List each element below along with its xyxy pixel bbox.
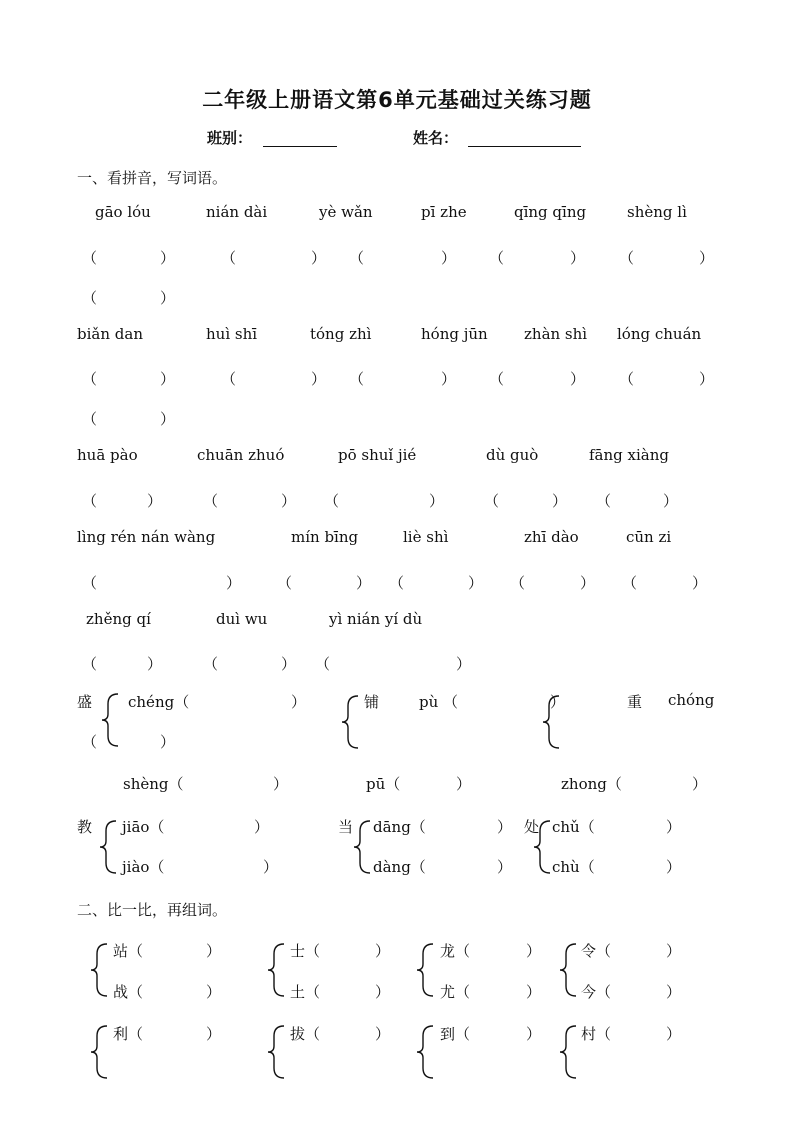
curly-brace-icon: [415, 942, 437, 998]
polyphone-char-sheng: 盛: [77, 693, 93, 711]
pinyin: jiāo（: [122, 818, 165, 836]
answer-open-paren: （: [82, 289, 98, 307]
pinyin: lóng chuán: [617, 325, 702, 343]
answer-open-paren: （: [82, 492, 98, 510]
answer-open-paren: （: [82, 370, 98, 388]
answer-close-paren: ）: [666, 858, 682, 876]
curly-brace-icon: [541, 694, 563, 750]
answer-close-paren: ）: [468, 574, 484, 592]
answer-close-paren: ）: [497, 818, 513, 836]
answer-close-paren: ）: [375, 1025, 391, 1043]
section-2-heading: 二、比一比，再组词。: [77, 901, 228, 919]
pinyin: huì shī: [206, 325, 258, 343]
curly-brace-icon: [266, 1024, 288, 1080]
pinyin: dàng（: [373, 858, 426, 876]
answer-close-paren: ）: [311, 370, 327, 388]
polyphone-char-jiao: 教: [77, 818, 93, 836]
answer-close-paren: ）: [692, 775, 708, 793]
compare-char: 村（: [581, 1025, 612, 1043]
pinyin: jiào（: [122, 858, 165, 876]
page-title: 二年级上册语文第6单元基础过关练习题: [202, 88, 592, 112]
answer-close-paren: ）: [666, 1025, 682, 1043]
answer-open-paren: （: [315, 655, 331, 673]
pinyin: nián dài: [206, 203, 268, 221]
answer-open-paren: （: [324, 492, 340, 510]
pinyin: lìng rén nán wàng: [77, 528, 216, 546]
pinyin: biǎn dan: [77, 325, 143, 343]
pinyin: pō shuǐ jié: [338, 446, 417, 464]
pinyin: qīng qīng: [514, 203, 587, 221]
answer-open-paren: （: [203, 492, 219, 510]
curly-brace-icon: [558, 1024, 580, 1080]
pinyin: chéng（: [128, 693, 190, 711]
pinyin: chǔ（: [552, 818, 595, 836]
answer-close-paren: ）: [692, 574, 708, 592]
answer-close-paren: ）: [206, 1025, 222, 1043]
answer-open-paren: （: [82, 574, 98, 592]
pinyin: dù guò: [486, 446, 539, 464]
pinyin: duì wu: [216, 610, 268, 628]
answer-close-paren: ）: [206, 942, 222, 960]
class-label: 班别：: [207, 129, 253, 147]
answer-close-paren: ）: [666, 818, 682, 836]
curly-brace-icon: [415, 1024, 437, 1080]
name-blank[interactable]: [468, 146, 581, 147]
polyphone-char-chu: 处: [524, 818, 540, 836]
pinyin: cūn zi: [626, 528, 672, 546]
pinyin: yì nián yí dù: [329, 610, 423, 628]
polyphone-char-zhong: 重: [627, 693, 643, 711]
answer-close-paren: ）: [699, 249, 715, 267]
compare-char: 利（: [113, 1025, 144, 1043]
answer-close-paren: ）: [375, 983, 391, 1001]
answer-close-paren: ）: [160, 249, 176, 267]
answer-open-paren: （: [221, 370, 237, 388]
pinyin: dāng（: [373, 818, 426, 836]
answer-close-paren: ）: [663, 492, 679, 510]
answer-close-paren: ）: [456, 655, 472, 673]
answer-open-paren: （: [619, 249, 635, 267]
answer-open-paren: （: [277, 574, 293, 592]
compare-char: 拔（: [290, 1025, 321, 1043]
compare-char: 尤（: [440, 983, 471, 1001]
curly-brace-icon: [340, 694, 362, 750]
answer-open-paren: （: [82, 410, 98, 428]
answer-close-paren: ）: [570, 370, 586, 388]
answer-close-paren: ）: [311, 249, 327, 267]
compare-char: 站（: [113, 942, 144, 960]
pinyin: fāng xiàng: [589, 446, 669, 464]
polyphone-char-pu: 铺: [364, 693, 380, 711]
pinyin: chù（: [552, 858, 595, 876]
pinyin: zhěng qí: [86, 610, 151, 628]
compare-char: 士（: [290, 942, 321, 960]
answer-open-paren: （: [489, 370, 505, 388]
answer-open-paren: （: [82, 733, 98, 751]
answer-open-paren: （: [619, 370, 635, 388]
answer-close-paren: ）: [550, 693, 566, 711]
pinyin: shèng lì: [627, 203, 687, 221]
answer-close-paren: ）: [497, 858, 513, 876]
pinyin: pī zhe: [421, 203, 467, 221]
pinyin: tóng zhì: [310, 325, 372, 343]
pinyin: gāo lóu: [95, 203, 151, 221]
curly-brace-icon: [266, 942, 288, 998]
answer-open-paren: （: [349, 249, 365, 267]
compare-char: 龙（: [440, 942, 471, 960]
pinyin: zhī dào: [524, 528, 579, 546]
answer-close-paren: ）: [273, 775, 289, 793]
pinyin: pù （: [419, 693, 459, 711]
answer-close-paren: ）: [666, 983, 682, 1001]
answer-close-paren: ）: [226, 574, 242, 592]
pinyin: liè shì: [403, 528, 449, 546]
answer-close-paren: ）: [441, 249, 457, 267]
answer-close-paren: ）: [526, 1025, 542, 1043]
answer-close-paren: ）: [263, 858, 279, 876]
answer-close-paren: ）: [160, 289, 176, 307]
answer-close-paren: ）: [580, 574, 596, 592]
answer-open-paren: （: [349, 370, 365, 388]
answer-open-paren: （: [622, 574, 638, 592]
answer-close-paren: ）: [281, 655, 297, 673]
answer-open-paren: （: [221, 249, 237, 267]
compare-char: 土（: [290, 983, 321, 1001]
answer-open-paren: （: [489, 249, 505, 267]
answer-close-paren: ）: [281, 492, 297, 510]
answer-close-paren: ）: [526, 942, 542, 960]
answer-close-paren: ）: [291, 693, 307, 711]
answer-close-paren: ）: [526, 983, 542, 1001]
pinyin: pū（: [366, 775, 401, 793]
pinyin: huā pào: [77, 446, 138, 464]
answer-close-paren: ）: [356, 574, 372, 592]
answer-open-paren: （: [596, 492, 612, 510]
answer-close-paren: ）: [666, 942, 682, 960]
pinyin: shèng（: [123, 775, 184, 793]
curly-brace-icon: [98, 819, 120, 875]
answer-close-paren: ）: [160, 410, 176, 428]
pinyin: hóng jūn: [421, 325, 488, 343]
pinyin: zhàn shì: [524, 325, 588, 343]
pinyin: zhong（: [561, 775, 622, 793]
pinyin: yè wǎn: [319, 203, 373, 221]
answer-close-paren: ）: [160, 370, 176, 388]
compare-char: 战（: [113, 983, 144, 1001]
section-1-heading: 一、看拼音，写词语。: [77, 169, 228, 187]
curly-brace-icon: [89, 1024, 111, 1080]
answer-open-paren: （: [389, 574, 405, 592]
answer-close-paren: ）: [570, 249, 586, 267]
answer-open-paren: （: [82, 655, 98, 673]
answer-close-paren: ）: [254, 818, 270, 836]
answer-close-paren: ）: [441, 370, 457, 388]
compare-char: 到（: [440, 1025, 471, 1043]
curly-brace-icon: [558, 942, 580, 998]
compare-char: 令（: [581, 942, 612, 960]
curly-brace-icon: [100, 692, 122, 748]
answer-open-paren: （: [510, 574, 526, 592]
class-blank[interactable]: [263, 146, 337, 147]
answer-close-paren: ）: [147, 655, 163, 673]
answer-close-paren: ）: [456, 775, 472, 793]
pinyin: mín bīng: [291, 528, 359, 546]
answer-close-paren: ）: [160, 733, 176, 751]
answer-open-paren: （: [82, 249, 98, 267]
answer-close-paren: ）: [699, 370, 715, 388]
curly-brace-icon: [89, 942, 111, 998]
polyphone-char-dang: 当: [338, 818, 354, 836]
answer-close-paren: ）: [375, 942, 391, 960]
name-label: 姓名：: [413, 129, 459, 147]
curly-brace-icon: [532, 819, 554, 875]
pinyin: chóng: [668, 691, 715, 709]
answer-close-paren: ）: [147, 492, 163, 510]
compare-char: 今（: [581, 983, 612, 1001]
curly-brace-icon: [352, 819, 374, 875]
answer-open-paren: （: [484, 492, 500, 510]
answer-close-paren: ）: [206, 983, 222, 1001]
answer-open-paren: （: [203, 655, 219, 673]
answer-close-paren: ）: [429, 492, 445, 510]
pinyin: chuān zhuó: [197, 446, 285, 464]
answer-close-paren: ）: [552, 492, 568, 510]
